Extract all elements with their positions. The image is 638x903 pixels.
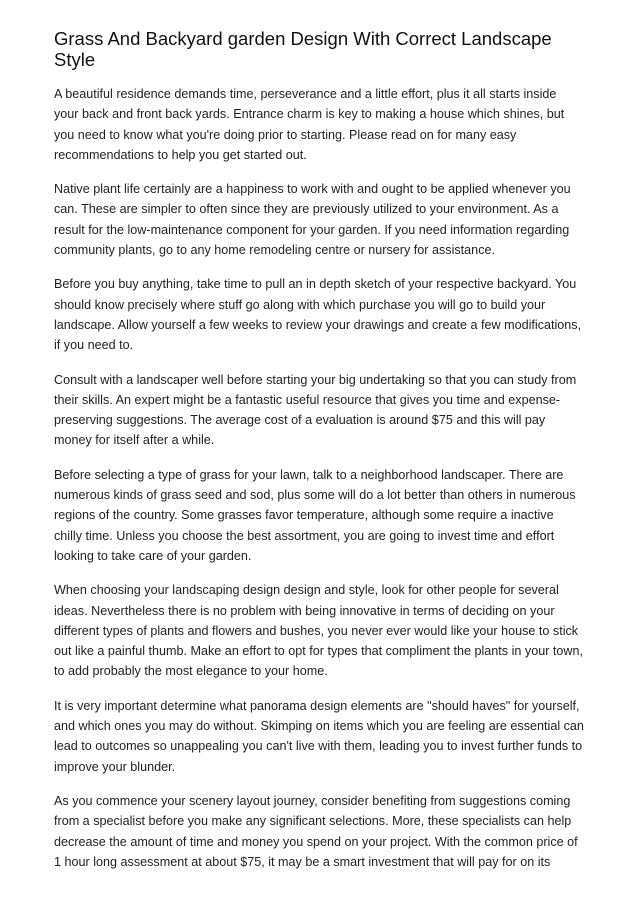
paragraph-consult-landscaper: Consult with a landscaper well before starting your big undertaking so that you can study from their skills. An expert might be a fantastic useful resource that gives you time and expense-preserving suggestions. The average cost of a evaluation is around $75 and this will pay money for itself after a while. (54, 372, 577, 448)
page-title: Grass And Backyard garden Design With Correct Landscape Style (54, 28, 552, 70)
paragraph-sketch: Before you buy anything, take time to pull an in depth sketch of your respective backyard. You should know precisely where stuff go along with which purchase you will go to build your landscape. Allow yourself a few weeks to review your drawings and create a few modifications, if you need to. (54, 277, 582, 353)
document-page (54, 28, 584, 886)
paragraph-native-plants: Native plant life certainly are a happiness to work with and ought to be applied whenever you can. These are simpler to often since they are previously utilized to your environment. As a result for the low-maintenance component for your garden. If you need information regarding community plants, go to any home remodeling centre or nursery for assistance. (54, 182, 571, 258)
paragraph-specialist-advice: As you commence your scenery layout journey, consider benefiting from suggestions coming from a specialist before you make any significant selections. More, these specialists can help decrease the amount of time and money you spend on your project. With the common price of 1 hour long assessment at about $75, it may be a smart investment that will pay for on its (54, 793, 578, 869)
paragraph-grass-selection: Before selecting a type of grass for your lawn, talk to a neighborhood landscaper. There are numerous kinds of grass seed and sod, plus some will do a lot better than others in numerous regions of the country. Some grasses favor temperature, although some require a inactive chilly time. Unless you choose the best assortment, you are going to invest time and effort looking to take care of your garden. (54, 467, 576, 563)
paragraph-should-haves: It is very important determine what panorama design elements are "should haves" for yourself, and which ones you may do without. Skimping on items which you are feeling are essential can lead to outcomes so unappealing you can't live with them, leading you to invest further funds to improve your blunder. (54, 698, 584, 774)
paragraph-intro: A beautiful residence demands time, perseverance and a little effort, plus it all starts inside your back and front back yards. Entrance charm is key to making a house which shines, but you need to know what you're doing prior to starting. Please read on for many easy recommendations to help you get started out. (54, 87, 565, 162)
paragraph-design-style: When choosing your landscaping design design and style, look for other people for several ideas. Nevertheless there is no problem with being innovative in terms of deciding on your different types of plants and flowers and bushes, you never ever would like your house to stick out like a painful thumb. Make an effort to opt for types that compliment the plants in your town, to add probably the most elegance to your home. (54, 583, 583, 679)
